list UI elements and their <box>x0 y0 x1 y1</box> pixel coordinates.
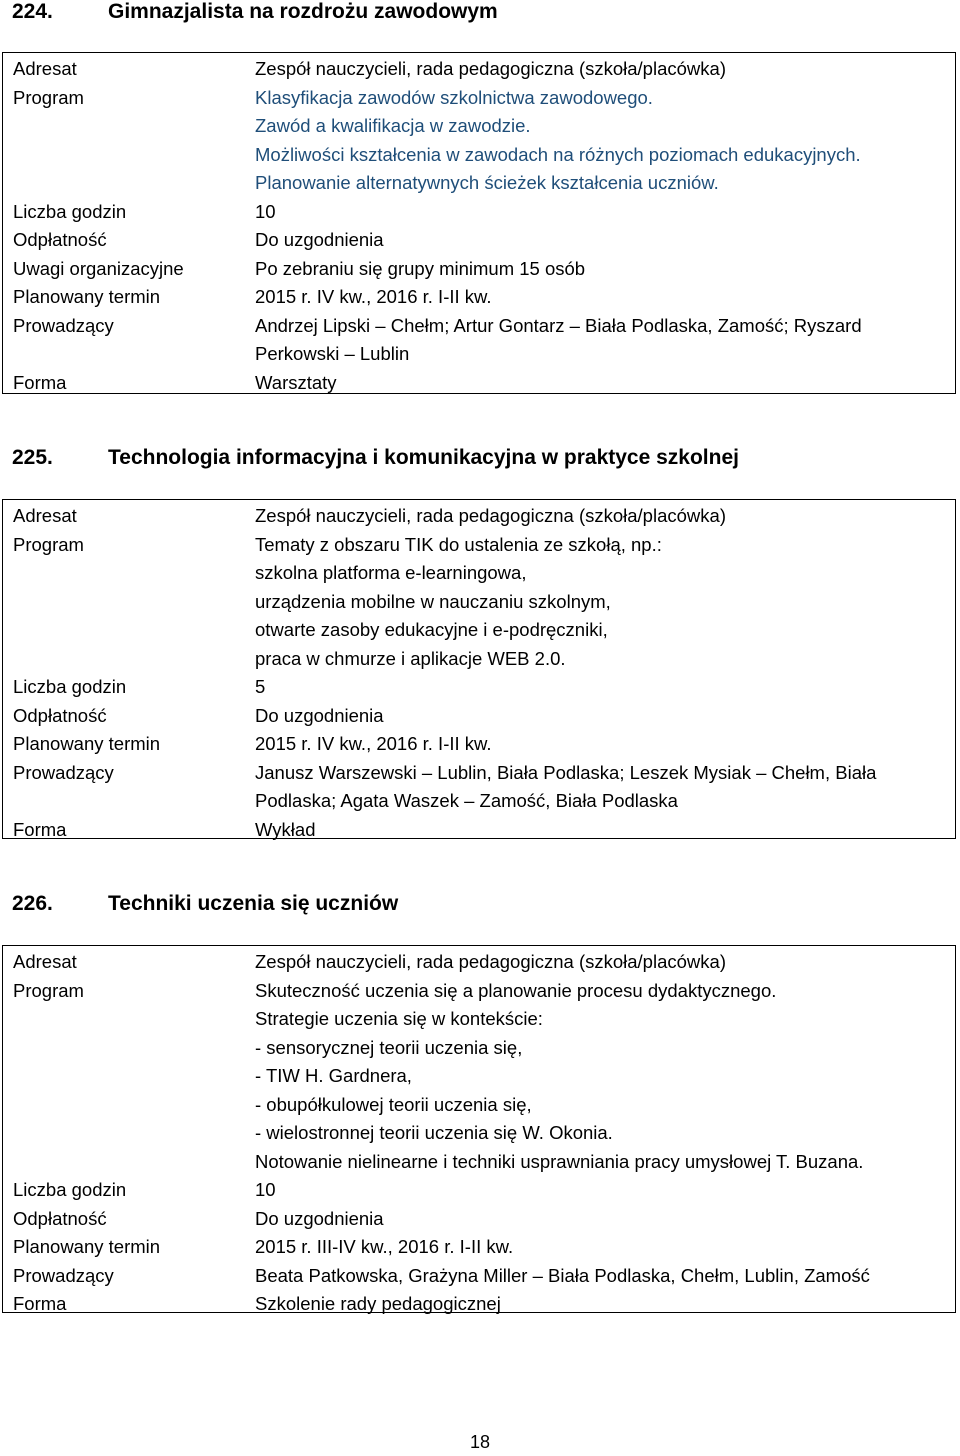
course-table <box>2 52 956 394</box>
row-program <box>3 531 955 674</box>
course-table <box>2 945 956 1313</box>
label-odplatnosc: Odpłatność <box>13 1207 107 1229</box>
value-line: Skuteczność uczenia się a planowanie procesu dydaktycznego. <box>255 979 777 1001</box>
value-program <box>245 84 955 198</box>
value-termin <box>245 730 955 759</box>
label-liczba-godzin: Liczba godzin <box>13 676 127 697</box>
value-adresat <box>245 948 955 977</box>
label-adresat: Adresat <box>13 505 77 526</box>
label-liczba-godzin: Liczba godzin <box>13 200 127 222</box>
label-termin: Planowany termin <box>13 733 161 754</box>
value-line: Notowanie nielinearne i techniki usprawniania pracy umysłowej T. Buzana. <box>255 1150 864 1172</box>
value-prowadzacy <box>245 312 955 369</box>
label-prowadzacy: Prowadzący <box>13 1264 114 1286</box>
section-title: Techniki uczenia się uczniów <box>108 892 399 915</box>
value-line: Podlaska; Agata Waszek – Zamość, Biała Podlaska <box>255 790 678 811</box>
value-line: Planowanie alternatywnych ścieżek kształcenia uczniów. <box>255 172 719 193</box>
section-heading <box>12 446 739 470</box>
value-prowadzacy <box>245 1262 955 1291</box>
value-line: - wielostronnej teorii uczenia się W. Okonia. <box>255 1122 613 1143</box>
value-liczba-godzin <box>245 1176 955 1205</box>
value-line: 2015 r. IV kw., 2016 r. I-II kw. <box>255 733 492 754</box>
row-program <box>3 84 955 198</box>
row-prowadzacy <box>3 312 955 369</box>
value-line: Do uzgodnienia <box>255 704 384 726</box>
value-line: 10 <box>255 200 276 222</box>
value-line: szkolna platforma e-learningowa, <box>255 562 527 583</box>
row-uwagi <box>3 255 955 284</box>
section-heading <box>12 0 498 24</box>
label-forma: Forma <box>13 818 67 840</box>
value-line: Zespół nauczycieli, rada pedagogiczna (szkoła/placówka) <box>255 58 726 79</box>
label-uwagi: Uwagi organizacyjne <box>13 257 184 279</box>
row-prowadzacy <box>3 1262 955 1291</box>
value-line: Zawód a kwalifikacja w zawodzie. <box>255 115 531 136</box>
value-line: Warsztaty <box>255 371 337 393</box>
value-line: Zespół nauczycieli, rada pedagogiczna (szkoła/placówka) <box>255 505 726 526</box>
label-termin: Planowany termin <box>13 1236 161 1257</box>
value-line: - obupółkulowej teorii uczenia się, <box>255 1093 532 1115</box>
section-title: Technologia informacyjna i komunikacyjna w praktyce szkolnej <box>108 446 739 469</box>
row-adresat <box>3 502 955 531</box>
section-number: 226. <box>12 892 53 915</box>
label-adresat: Adresat <box>13 58 77 79</box>
value-line: Beata Patkowska, Grażyna Miller – Biała Podlaska, Chełm, Lublin, Zamość <box>255 1264 870 1286</box>
value-adresat <box>245 502 955 531</box>
label-forma: Forma <box>13 1293 67 1314</box>
value-forma <box>245 816 955 845</box>
section-number: 224. <box>12 0 53 23</box>
label-odplatnosc: Odpłatność <box>13 704 107 726</box>
value-line: Tematy z obszaru TIK do ustalenia ze szkołą, np.: <box>255 533 662 555</box>
value-line: Wykład <box>255 818 316 840</box>
value-line: Do uzgodnienia <box>255 229 384 250</box>
row-odplatnosc <box>3 702 955 731</box>
label-prowadzacy: Prowadzący <box>13 761 114 783</box>
row-prowadzacy <box>3 759 955 816</box>
label-odplatnosc: Odpłatność <box>13 229 107 250</box>
value-adresat <box>245 55 955 84</box>
value-odplatnosc <box>245 1205 955 1234</box>
value-termin <box>245 1233 955 1262</box>
row-forma <box>3 1290 955 1319</box>
value-line: Strategie uczenia się w kontekście: <box>255 1008 543 1029</box>
value-line: Janusz Warszewski – Lublin, Biała Podlaska; Leszek Mysiak – Chełm, Biała <box>255 761 877 783</box>
row-adresat <box>3 948 955 977</box>
value-uwagi <box>245 255 955 284</box>
value-line: - TIW H. Gardnera, <box>255 1065 412 1086</box>
section-number: 225. <box>12 446 53 469</box>
label-program: Program <box>13 979 84 1001</box>
value-line: Możliwości kształcenia w zawodach na różnych poziomach edukacyjnych. <box>255 143 861 165</box>
label-program: Program <box>13 533 84 555</box>
section-title: Gimnazjalista na rozdrożu zawodowym <box>108 0 498 23</box>
row-liczba-godzin <box>3 673 955 702</box>
value-odplatnosc <box>245 702 955 731</box>
row-termin <box>3 283 955 312</box>
row-odplatnosc <box>3 226 955 255</box>
row-forma <box>3 369 955 398</box>
value-line: praca w chmurze i aplikacje WEB 2.0. <box>255 647 566 669</box>
value-line: Po zebraniu się grupy minimum 15 osób <box>255 257 586 279</box>
value-odplatnosc <box>245 226 955 255</box>
value-line: Do uzgodnienia <box>255 1207 384 1229</box>
label-program: Program <box>13 86 84 108</box>
row-adresat <box>3 55 955 84</box>
value-line: - sensorycznej teorii uczenia się, <box>255 1036 523 1058</box>
row-liczba-godzin <box>3 198 955 227</box>
value-line: Szkolenie rady pedagogicznej <box>255 1293 501 1314</box>
row-termin <box>3 730 955 759</box>
label-termin: Planowany termin <box>13 286 161 307</box>
section-heading <box>12 892 398 916</box>
value-line: 2015 r. IV kw., 2016 r. I-II kw. <box>255 286 492 307</box>
value-liczba-godzin <box>245 198 955 227</box>
label-forma: Forma <box>13 371 67 393</box>
value-program <box>245 531 955 674</box>
value-line: Andrzej Lipski – Chełm; Artur Gontarz – Biała Podlaska, Zamość; Ryszard <box>255 314 862 336</box>
value-termin <box>245 283 955 312</box>
value-line: otwarte zasoby edukacyjne i e-podręczniki, <box>255 619 608 640</box>
value-program <box>245 977 955 1177</box>
value-line: Zespół nauczycieli, rada pedagogiczna (szkoła/placówka) <box>255 951 726 972</box>
value-liczba-godzin <box>245 673 955 702</box>
value-line: 10 <box>255 1179 276 1200</box>
row-liczba-godzin <box>3 1176 955 1205</box>
label-liczba-godzin: Liczba godzin <box>13 1179 127 1200</box>
value-forma <box>245 1290 955 1319</box>
row-forma <box>3 816 955 845</box>
row-termin <box>3 1233 955 1262</box>
course-table <box>2 499 956 839</box>
value-line: Klasyfikacja zawodów szkolnictwa zawodowego. <box>255 86 653 108</box>
value-line: Perkowski – Lublin <box>255 343 410 364</box>
value-line: 2015 r. III-IV kw., 2016 r. I-II kw. <box>255 1236 514 1257</box>
page-number: 18 <box>469 1432 491 1452</box>
value-line: 5 <box>255 676 266 697</box>
value-forma <box>245 369 955 398</box>
row-program <box>3 977 955 1177</box>
label-adresat: Adresat <box>13 951 77 972</box>
label-prowadzacy: Prowadzący <box>13 314 114 336</box>
value-line: urządzenia mobilne w nauczaniu szkolnym, <box>255 590 611 612</box>
value-prowadzacy <box>245 759 955 816</box>
row-odplatnosc <box>3 1205 955 1234</box>
